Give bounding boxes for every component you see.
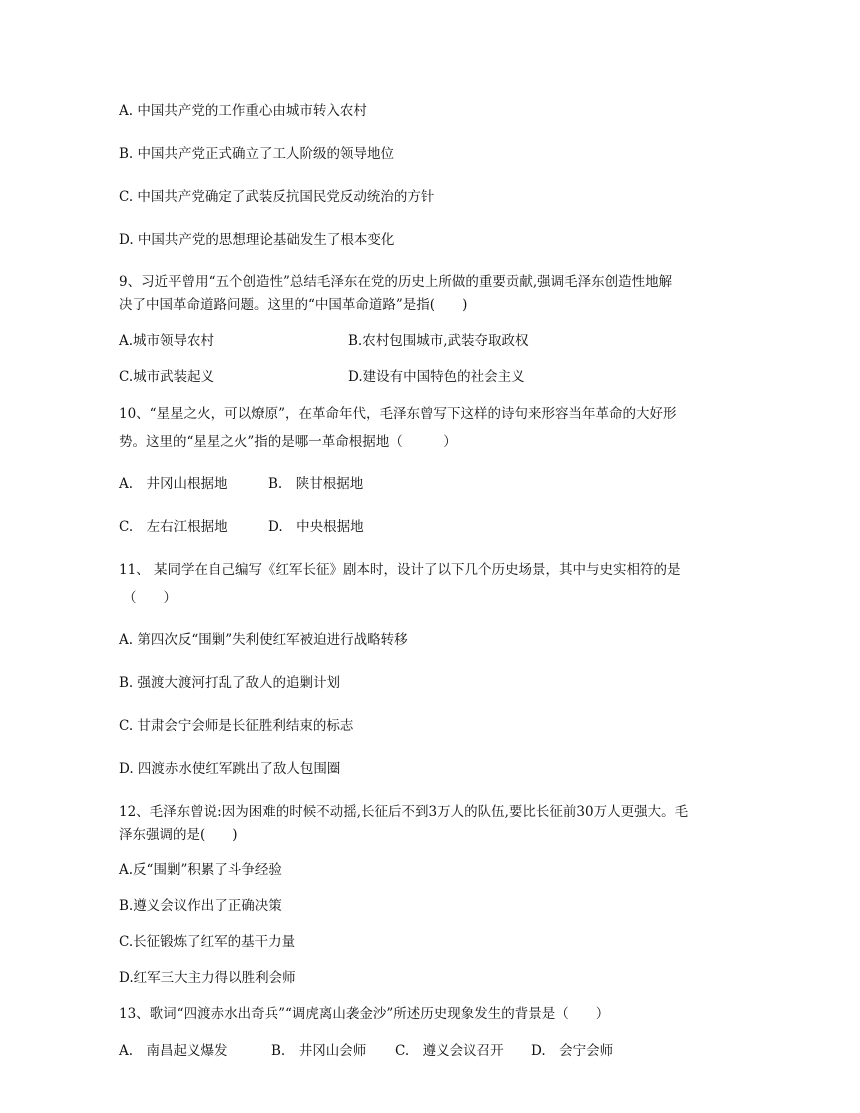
q8-option-a: A. 中国共产党的工作重心由城市转入农村 [119, 103, 367, 119]
q10-option-c: C. 左右江根据地 [119, 519, 228, 535]
q13-option-c: C. 遵义会议召开 [395, 1043, 504, 1059]
q12-option-c: C.长征锻炼了红军的基干力量 [119, 934, 296, 950]
q10-option-a: A. 井冈山根据地 [119, 476, 228, 492]
q9-option-a: A.城市领导农村 [119, 333, 215, 349]
q9-option-b: B.农村包围城市,武装夺取政权 [348, 333, 529, 349]
q11-stem-line1: 11、 某同学在自己编写《红军长征》剧本时，设计了以下几个历史场景，其中与史实相符的是 [119, 562, 681, 578]
q8-option-d: D. 中国共产党的思想理论基础发生了根本变化 [119, 232, 395, 248]
q12-option-b: B.遵义会议作出了正确决策 [119, 898, 282, 914]
q13-option-a: A. 南昌起义爆发 [119, 1043, 228, 1059]
q12-option-a: A.反“围剿”积累了斗争经验 [119, 862, 282, 878]
q10-stem-line1: 10、“星星之火，可以燎原”，在革命年代，毛泽东曾写下这样的诗句来形容当年革命的大好形 [119, 406, 677, 422]
q8-option-b: B. 中国共产党正式确立了工人阶级的领导地位 [119, 146, 395, 162]
q10-stem-line2: 势。这里的“星星之火”指的是哪一革命根据地（ ） [119, 434, 457, 450]
q13-stem: 13、歌词“四渡赤水出奇兵”“调虎离山袭金沙”所述历史现象发生的背景是（ ） [119, 1006, 610, 1022]
q9-option-c: C.城市武装起义 [119, 369, 215, 385]
q9-option-d: D.建设有中国特色的社会主义 [348, 369, 525, 385]
q11-option-c: C. 甘肃会宁会师是长征胜利结束的标志 [119, 718, 354, 734]
q9-stem-line1: 9、习近平曾用“五个创造性”总结毛泽东在党的历史上所做的重要贡献,强调毛泽东创造性地解 [119, 274, 673, 290]
q12-option-d: D.红军三大主力得以胜利会师 [119, 970, 296, 986]
q11-stem-line2: （ ） [123, 590, 177, 606]
q10-option-d: D. 中央根据地 [268, 519, 364, 535]
q12-stem-line1: 12、毛泽东曾说:因为困难的时候不动摇,长征后不到3万人的队伍,要比长征前30万人更强大。毛 [119, 804, 689, 820]
q9-stem-line2: 决了中国革命道路问题。这里的“中国革命道路”是指( ) [119, 297, 468, 313]
q11-option-a: A. 第四次反“围剿”失利使红军被迫进行战略转移 [119, 632, 408, 648]
q8-option-c: C. 中国共产党确定了武装反抗国民党反动统治的方针 [119, 189, 435, 205]
q13-option-d: D. 会宁会师 [531, 1043, 614, 1059]
q10-option-b: B. 陕甘根据地 [268, 476, 364, 492]
q11-option-d: D. 四渡赤水使红军跳出了敌人包围圈 [119, 761, 341, 777]
q12-stem-line2: 泽东强调的是( ) [119, 827, 238, 843]
q11-option-b: B. 强渡大渡河打乱了敌人的追剿计划 [119, 675, 341, 691]
q13-option-b: B. 井冈山会师 [271, 1043, 367, 1059]
